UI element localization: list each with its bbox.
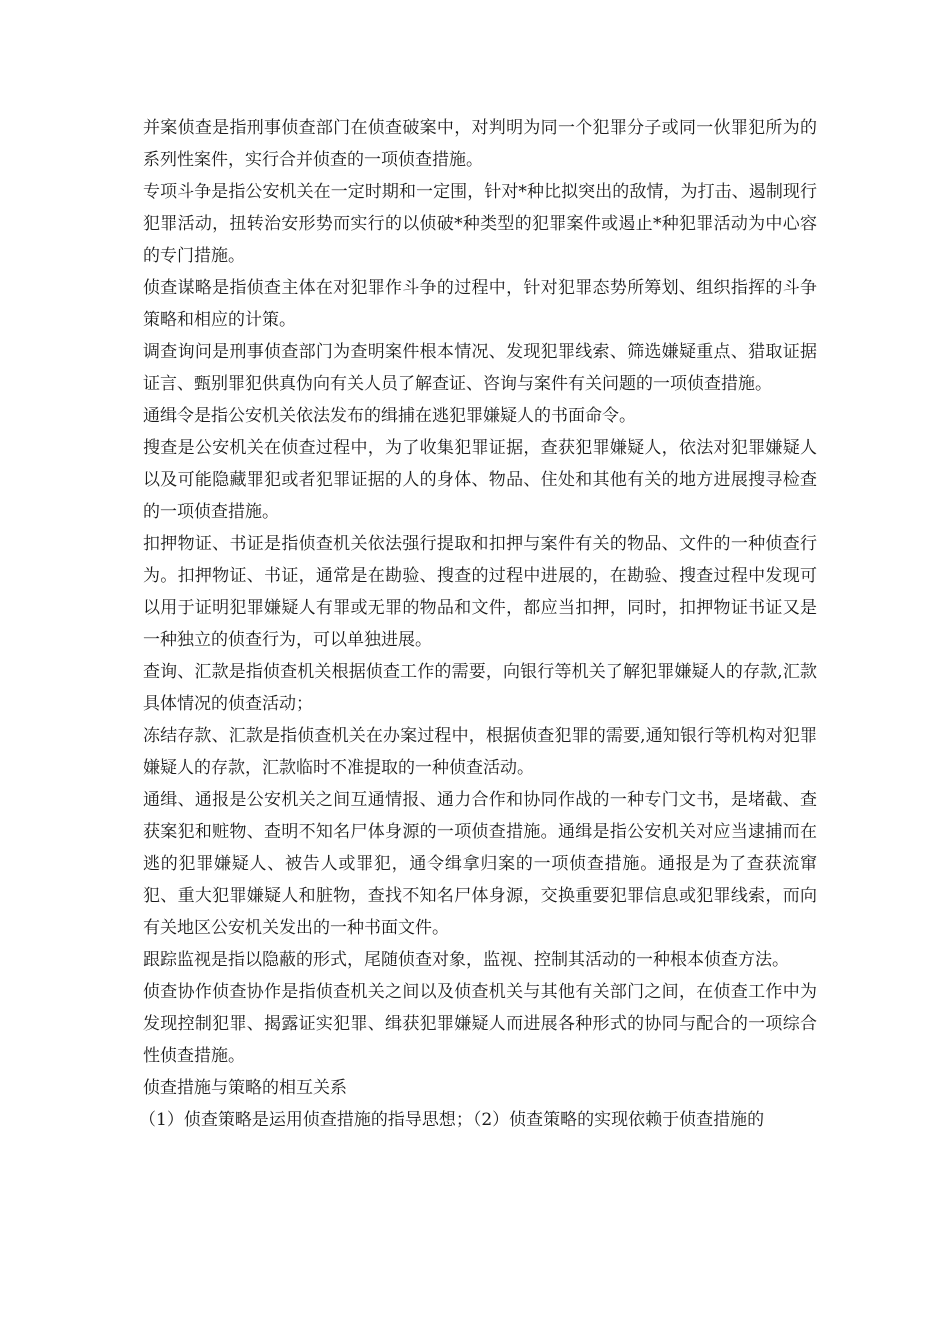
paragraph-special-campaign: 专项斗争是指公安机关在一定时期和一定围，针对*种比拟突出的敌情，为打击、遏制现行犯罪活动，扭转治安形势而实行的以侦破*种类型的犯罪案件或遏止*种犯罪活动为中心容的专门措施。: [143, 182, 817, 266]
paragraph-surveillance: 跟踪监视是指以隐蔽的形式，尾随侦查对象，监视、控制其活动的一种根本侦查方法。: [143, 950, 789, 970]
paragraph-seizure: 扣押物证、书证是指侦查机关依法强行提取和扣押与案件有关的物品、文件的一种侦查行为。扣押物证、书证，通常是在勘验、搜查的过程中进展的，在勘验、搜查过程中发现可以用于证明犯罪嫌疑人有罪或无罪的物品和文件，都应当扣押，同时，扣押物证书证又是一种独立的侦查行为，可以单独进展。: [143, 534, 817, 650]
paragraph-deposit-inquiry: 查询、汇款是指侦查机关根据侦查工作的需要，向银行等机关了解犯罪嫌疑人的存款,汇款具体情况的侦查活动；: [143, 662, 817, 714]
paragraph-investigation-strategy: 侦查谋略是指侦查主体在对犯罪作斗争的过程中，针对犯罪态势所筹划、组织指挥的斗争策略和相应的计策。: [143, 278, 817, 330]
paragraph-deposit-freeze: 冻结存款、汇款是指侦查机关在办案过程中，根据侦查犯罪的需要,通知银行等机构对犯罪嫌疑人的存款，汇款临时不准提取的一种侦查活动。: [143, 726, 817, 778]
paragraph-inquiry: 调查询问是刑事侦查部门为查明案件根本情况、发现犯罪线索、筛选嫌疑重点、猎取证据证言、甄别罪犯供真伪向有关人员了解查证、咨询与案件有关问题的一项侦查措施。: [143, 342, 817, 394]
paragraph-merged-investigation: 并案侦查是指刑事侦查部门在侦查破案中，对判明为同一个犯罪分子或同一伙罪犯所为的系列性案件，实行合并侦查的一项侦查措施。: [143, 118, 817, 170]
paragraph-wanted-order: 通缉令是指公安机关依法发布的缉捕在逃犯罪嫌疑人的书面命令。: [143, 406, 636, 426]
paragraph-cooperation: 侦查协作侦查协作是指侦查机关之间以及侦查机关与其他有关部门之间，在侦查工作中为发现控制犯罪、揭露证实犯罪、缉获犯罪嫌疑人而进展各种形式的协同与配合的一项综合性侦查措施。: [143, 982, 817, 1066]
section-heading-relationship: 侦查措施与策略的相互关系: [143, 1078, 347, 1098]
paragraph-search: 搜查是公安机关在侦查过程中，为了收集犯罪证据，查获犯罪嫌疑人，依法对犯罪嫌疑人以及可能隐藏罪犯或者犯罪证据的人的身体、物品、住处和其他有关的地方进展搜寻检查的一项侦查措施。: [143, 438, 817, 522]
paragraph-wanted-notice: 通缉、通报是公安机关之间互通情报、通力合作和协同作战的一种专门文书，是堵截、查获案犯和赃物、查明不知名尸体身源的一项侦查措施。通缉是指公安机关对应当逮捕而在逃的犯罪嫌疑人、被告人或罪犯，通令缉拿归案的一项侦查措施。通报是为了查获流窜犯、重大犯罪嫌疑人和脏物，查找不知名尸体身源，交换重要犯罪信息或犯罪线索，而向有关地区公安机关发出的一种书面文件。: [143, 790, 817, 938]
paragraph-relationship-points: （1）侦查策略是运用侦查措施的指导思想；（2）侦查策略的实现依赖于侦查措施的: [139, 1110, 765, 1130]
document-body: [139, 112, 817, 1136]
